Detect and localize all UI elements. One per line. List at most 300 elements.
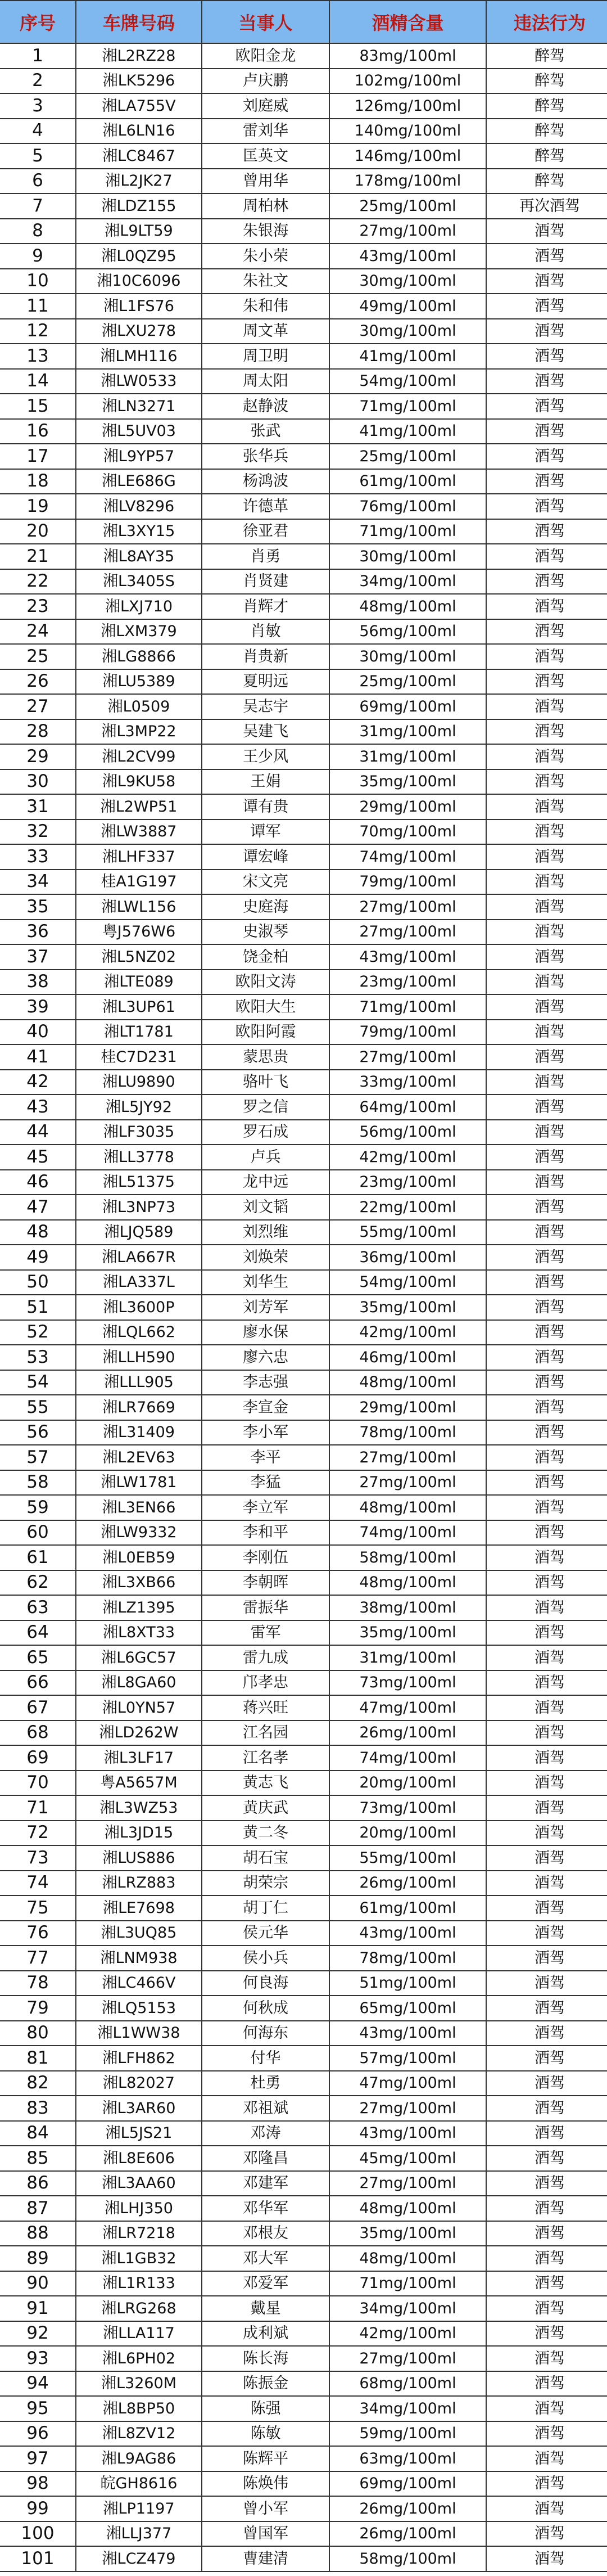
serial-number-cell: 27 [0, 694, 76, 719]
serial-number-cell: 77 [0, 1945, 76, 1971]
serial-number-cell: 64 [0, 1620, 76, 1646]
party-cell: 陈振金 [202, 2371, 329, 2397]
table-header [0, 1, 607, 43]
table-row [0, 870, 607, 895]
plate-number-cell: 湘L3XB66 [76, 1570, 202, 1596]
table-row [0, 319, 607, 344]
serial-number-cell: 23 [0, 594, 76, 619]
party-cell: 曾用华 [202, 169, 329, 194]
violation-cell: 酒驾 [486, 1971, 607, 1996]
plate-number-cell: 湘LUS886 [76, 1845, 202, 1871]
plate-number-cell: 湘LNM938 [76, 1945, 202, 1971]
party-cell: 雷刘华 [202, 119, 329, 144]
serial-number-cell: 8 [0, 219, 76, 244]
plate-number-cell: 湘LE686G [76, 469, 202, 494]
party-cell: 周文革 [202, 319, 329, 344]
party-cell: 侯元华 [202, 1921, 329, 1946]
table-row [0, 1695, 607, 1721]
plate-number-cell: 湘L3UQ85 [76, 1921, 202, 1946]
plate-number-cell: 湘LA337L [76, 1270, 202, 1295]
plate-number-cell: 湘LFH862 [76, 2046, 202, 2071]
table-row [0, 2146, 607, 2171]
plate-number-cell: 湘L0EB59 [76, 1545, 202, 1570]
table-row [0, 1445, 607, 1470]
serial-number-cell: 14 [0, 369, 76, 394]
party-cell: 吴建飞 [202, 719, 329, 745]
table-row [0, 1670, 607, 1696]
header-party: 当事人 [202, 1, 329, 43]
violation-cell: 酒驾 [486, 1645, 607, 1670]
serial-number-cell: 67 [0, 1695, 76, 1721]
plate-number-cell: 湘10C6096 [76, 269, 202, 294]
party-cell: 张武 [202, 419, 329, 444]
alcohol-content-cell: 22mg/100ml [329, 1195, 486, 1220]
table-row [0, 269, 607, 294]
violation-cell: 再次酒驾 [486, 193, 607, 219]
alcohol-content-cell: 146mg/100ml [329, 143, 486, 169]
serial-number-cell: 90 [0, 2271, 76, 2296]
serial-number-cell: 6 [0, 169, 76, 194]
alcohol-content-cell: 63mg/100ml [329, 2446, 486, 2471]
alcohol-content-cell: 20mg/100ml [329, 1771, 486, 1796]
serial-number-cell: 85 [0, 2146, 76, 2171]
table-row [0, 244, 607, 269]
table-row [0, 2271, 607, 2296]
plate-number-cell: 湘LQL662 [76, 1320, 202, 1345]
party-cell: 刘庭威 [202, 93, 329, 119]
table-row [0, 2346, 607, 2371]
violation-cell: 酒驾 [486, 719, 607, 745]
table-row [0, 1020, 607, 1045]
serial-number-cell: 94 [0, 2371, 76, 2397]
violation-cell: 酒驾 [486, 1520, 607, 1546]
alcohol-content-cell: 23mg/100ml [329, 970, 486, 995]
serial-number-cell: 69 [0, 1745, 76, 1771]
plate-number-cell: 湘L8AY35 [76, 544, 202, 569]
alcohol-content-cell: 73mg/100ml [329, 1795, 486, 1821]
party-cell: 欧阳金龙 [202, 43, 329, 69]
party-cell: 肖辉才 [202, 594, 329, 619]
serial-number-cell: 46 [0, 1170, 76, 1195]
violation-cell: 酒驾 [486, 1095, 607, 1120]
party-cell: 朱银海 [202, 219, 329, 244]
plate-number-cell: 湘L3WZ53 [76, 1795, 202, 1821]
table-row [0, 2321, 607, 2347]
serial-number-cell: 60 [0, 1520, 76, 1546]
violation-cell: 酒驾 [486, 519, 607, 544]
alcohol-content-cell: 36mg/100ml [329, 1245, 486, 1270]
party-cell: 吴志宇 [202, 694, 329, 719]
alcohol-content-cell: 31mg/100ml [329, 1645, 486, 1670]
party-cell: 何秋成 [202, 1996, 329, 2021]
alcohol-content-cell: 41mg/100ml [329, 344, 486, 369]
alcohol-content-cell: 58mg/100ml [329, 2546, 486, 2572]
violation-cell: 酒驾 [486, 544, 607, 569]
plate-number-cell: 湘L6GC57 [76, 1645, 202, 1670]
alcohol-content-cell: 61mg/100ml [329, 1895, 486, 1921]
serial-number-cell: 65 [0, 1645, 76, 1670]
serial-number-cell: 80 [0, 2021, 76, 2046]
plate-number-cell: 湘L51375 [76, 1170, 202, 1195]
party-cell: 杨鸿波 [202, 469, 329, 494]
party-cell: 何海东 [202, 2021, 329, 2046]
party-cell: 李立军 [202, 1495, 329, 1520]
party-cell: 卢兵 [202, 1145, 329, 1170]
party-cell: 付华 [202, 2046, 329, 2071]
plate-number-cell: 湘L8E606 [76, 2146, 202, 2171]
table-row [0, 2521, 607, 2547]
party-cell: 李朝晖 [202, 1570, 329, 1596]
alcohol-content-cell: 35mg/100ml [329, 1295, 486, 1320]
party-cell: 陈强 [202, 2396, 329, 2421]
plate-number-cell: 桂A1G197 [76, 870, 202, 895]
party-cell: 廖水保 [202, 1320, 329, 1345]
violation-cell: 酒驾 [486, 2471, 607, 2497]
table-row [0, 1595, 607, 1620]
table-row [0, 1771, 607, 1796]
alcohol-content-cell: 57mg/100ml [329, 2046, 486, 2071]
party-cell: 刘华生 [202, 1270, 329, 1295]
party-cell: 邓爱军 [202, 2271, 329, 2296]
violation-cell: 酒驾 [486, 419, 607, 444]
violation-cell: 酒驾 [486, 444, 607, 469]
alcohol-content-cell: 74mg/100ml [329, 1520, 486, 1546]
alcohol-content-cell: 59mg/100ml [329, 2421, 486, 2447]
alcohol-content-cell: 61mg/100ml [329, 469, 486, 494]
table-row [0, 1971, 607, 1996]
violation-cell: 酒驾 [486, 1771, 607, 1796]
alcohol-content-cell: 23mg/100ml [329, 1170, 486, 1195]
alcohol-content-cell: 68mg/100ml [329, 2371, 486, 2397]
alcohol-content-cell: 43mg/100ml [329, 944, 486, 970]
table-row [0, 43, 607, 69]
violation-cell: 酒驾 [486, 1921, 607, 1946]
plate-number-cell: 湘L5UV03 [76, 419, 202, 444]
alcohol-content-cell: 47mg/100ml [329, 2071, 486, 2096]
party-cell: 邓建军 [202, 2171, 329, 2196]
plate-number-cell: 湘LF3035 [76, 1120, 202, 1145]
alcohol-content-cell: 79mg/100ml [329, 1020, 486, 1045]
party-cell: 王娟 [202, 769, 329, 795]
plate-number-cell: 湘LD262W [76, 1721, 202, 1746]
violation-cell: 酒驾 [486, 1295, 607, 1320]
alcohol-content-cell: 27mg/100ml [329, 2096, 486, 2121]
serial-number-cell: 79 [0, 1996, 76, 2021]
party-cell: 朱小荣 [202, 244, 329, 269]
serial-number-cell: 52 [0, 1320, 76, 1345]
serial-number-cell: 35 [0, 894, 76, 920]
alcohol-content-cell: 26mg/100ml [329, 2496, 486, 2521]
party-cell: 刘文韬 [202, 1195, 329, 1220]
alcohol-content-cell: 43mg/100ml [329, 1921, 486, 1946]
serial-number-cell: 15 [0, 394, 76, 419]
table-row [0, 469, 607, 494]
violation-cell: 酒驾 [486, 269, 607, 294]
serial-number-cell: 57 [0, 1445, 76, 1470]
party-cell: 雷九成 [202, 1645, 329, 1670]
alcohol-content-cell: 69mg/100ml [329, 2471, 486, 2497]
serial-number-cell: 68 [0, 1721, 76, 1746]
table-row [0, 1295, 607, 1320]
alcohol-content-cell: 42mg/100ml [329, 1320, 486, 1345]
alcohol-content-cell: 71mg/100ml [329, 519, 486, 544]
alcohol-content-cell: 25mg/100ml [329, 193, 486, 219]
violation-cell: 酒驾 [486, 1044, 607, 1070]
table-row [0, 2371, 607, 2397]
violation-cell: 酒驾 [486, 944, 607, 970]
serial-number-cell: 33 [0, 844, 76, 870]
alcohol-content-cell: 26mg/100ml [329, 2521, 486, 2547]
violation-cell: 酒驾 [486, 1420, 607, 1445]
plate-number-cell: 湘LQ5153 [76, 1996, 202, 2021]
table-row [0, 569, 607, 595]
violation-cell: 酒驾 [486, 219, 607, 244]
serial-number-cell: 81 [0, 2046, 76, 2071]
table-row [0, 1320, 607, 1345]
party-cell: 邓祖斌 [202, 2096, 329, 2121]
table-row [0, 1921, 607, 1946]
party-cell: 蒙思贵 [202, 1044, 329, 1070]
party-cell: 李志强 [202, 1370, 329, 1395]
plate-number-cell: 湘LA667R [76, 1245, 202, 1270]
serial-number-cell: 76 [0, 1921, 76, 1946]
party-cell: 胡石宝 [202, 1845, 329, 1871]
serial-number-cell: 5 [0, 143, 76, 169]
serial-number-cell: 88 [0, 2221, 76, 2246]
serial-number-cell: 10 [0, 269, 76, 294]
party-cell: 杜勇 [202, 2071, 329, 2096]
party-cell: 周太阳 [202, 369, 329, 394]
table-row [0, 544, 607, 569]
serial-number-cell: 78 [0, 1971, 76, 1996]
serial-number-cell: 87 [0, 2196, 76, 2221]
violation-cell: 酒驾 [486, 1220, 607, 1245]
party-cell: 肖勇 [202, 544, 329, 569]
violation-cell: 酒驾 [486, 2321, 607, 2347]
serial-number-cell: 56 [0, 1420, 76, 1445]
serial-number-cell: 93 [0, 2346, 76, 2371]
plate-number-cell: 湘L3NP73 [76, 1195, 202, 1220]
alcohol-content-cell: 56mg/100ml [329, 619, 486, 645]
plate-number-cell: 湘L1FS76 [76, 294, 202, 319]
alcohol-content-cell: 30mg/100ml [329, 319, 486, 344]
party-cell: 谭军 [202, 819, 329, 845]
serial-number-cell: 100 [0, 2521, 76, 2547]
violation-cell: 酒驾 [486, 1320, 607, 1345]
violation-cell: 酒驾 [486, 920, 607, 945]
plate-number-cell: 湘LMH116 [76, 344, 202, 369]
table-row [0, 2496, 607, 2521]
alcohol-content-cell: 49mg/100ml [329, 294, 486, 319]
violation-cell: 酒驾 [486, 1795, 607, 1821]
alcohol-content-cell: 45mg/100ml [329, 2146, 486, 2171]
party-cell: 黄二冬 [202, 1821, 329, 1846]
party-cell: 罗石成 [202, 1120, 329, 1145]
violation-cell: 酒驾 [486, 2046, 607, 2071]
plate-number-cell: 湘L3LF17 [76, 1745, 202, 1771]
table-row [0, 1470, 607, 1496]
violation-cell: 酒驾 [486, 1370, 607, 1395]
table-row [0, 444, 607, 469]
violation-cell: 酒驾 [486, 1395, 607, 1420]
table-row [0, 2396, 607, 2421]
violation-cell: 酒驾 [486, 1620, 607, 1646]
alcohol-content-cell: 26mg/100ml [329, 1871, 486, 1896]
alcohol-content-cell: 55mg/100ml [329, 1845, 486, 1871]
violation-cell: 酒驾 [486, 1470, 607, 1496]
party-cell: 胡丁仁 [202, 1895, 329, 1921]
plate-number-cell: 湘L82027 [76, 2071, 202, 2096]
table-row [0, 2021, 607, 2046]
plate-number-cell: 湘L6PH02 [76, 2346, 202, 2371]
plate-number-cell: 湘L5JY92 [76, 1095, 202, 1120]
serial-number-cell: 22 [0, 569, 76, 595]
violation-cell: 酒驾 [486, 870, 607, 895]
alcohol-content-cell: 43mg/100ml [329, 2121, 486, 2146]
table-row [0, 369, 607, 394]
serial-number-cell: 21 [0, 544, 76, 569]
violation-cell: 酒驾 [486, 1020, 607, 1045]
serial-number-cell: 62 [0, 1570, 76, 1596]
table-row [0, 1945, 607, 1971]
plate-number-cell: 湘L0509 [76, 694, 202, 719]
alcohol-content-cell: 35mg/100ml [329, 2221, 486, 2246]
violation-cell: 酒驾 [486, 2146, 607, 2171]
table-row [0, 519, 607, 544]
party-cell: 龙中远 [202, 1170, 329, 1195]
table-row [0, 344, 607, 369]
alcohol-content-cell: 56mg/100ml [329, 1120, 486, 1145]
violation-cell: 酒驾 [486, 2171, 607, 2196]
alcohol-content-cell: 29mg/100ml [329, 1395, 486, 1420]
alcohol-content-cell: 34mg/100ml [329, 569, 486, 595]
plate-number-cell: 湘LTE089 [76, 970, 202, 995]
alcohol-content-cell: 51mg/100ml [329, 1971, 486, 1996]
serial-number-cell: 71 [0, 1795, 76, 1821]
plate-number-cell: 湘L8BP50 [76, 2396, 202, 2421]
alcohol-content-cell: 70mg/100ml [329, 819, 486, 845]
serial-number-cell: 55 [0, 1395, 76, 1420]
table-row [0, 1095, 607, 1120]
serial-number-cell: 29 [0, 744, 76, 769]
violation-cell: 酒驾 [486, 2496, 607, 2521]
violation-cell: 酒驾 [486, 644, 607, 669]
party-cell: 刘芳军 [202, 1295, 329, 1320]
plate-number-cell: 湘LZ1395 [76, 1595, 202, 1620]
plate-number-cell: 湘LHJ350 [76, 2196, 202, 2221]
violation-cell: 酒驾 [486, 319, 607, 344]
serial-number-cell: 25 [0, 644, 76, 669]
party-cell: 罗之信 [202, 1095, 329, 1120]
party-cell: 欧阳文涛 [202, 970, 329, 995]
party-cell: 黄庆武 [202, 1795, 329, 1821]
serial-number-cell: 61 [0, 1545, 76, 1570]
plate-number-cell: 湘L3XY15 [76, 519, 202, 544]
table-row [0, 2296, 607, 2321]
party-cell: 雷振华 [202, 1595, 329, 1620]
violation-cell: 醉驾 [486, 43, 607, 69]
alcohol-content-cell: 64mg/100ml [329, 1095, 486, 1120]
party-cell: 李小军 [202, 1420, 329, 1445]
plate-number-cell: 湘LCZ479 [76, 2546, 202, 2572]
serial-number-cell: 37 [0, 944, 76, 970]
alcohol-content-cell: 46mg/100ml [329, 1345, 486, 1370]
alcohol-content-cell: 25mg/100ml [329, 444, 486, 469]
alcohol-content-cell: 58mg/100ml [329, 1545, 486, 1570]
table-row [0, 419, 607, 444]
plate-number-cell: 湘LWL156 [76, 894, 202, 920]
plate-number-cell: 湘L3AR60 [76, 2096, 202, 2121]
violation-cell: 酒驾 [486, 2446, 607, 2471]
serial-number-cell: 96 [0, 2421, 76, 2447]
party-cell: 欧阳阿霞 [202, 1020, 329, 1045]
serial-number-cell: 95 [0, 2396, 76, 2421]
alcohol-content-cell: 43mg/100ml [329, 244, 486, 269]
serial-number-cell: 38 [0, 970, 76, 995]
plate-number-cell: 湘LG8866 [76, 644, 202, 669]
serial-number-cell: 39 [0, 994, 76, 1020]
violation-cell: 酒驾 [486, 1070, 607, 1095]
header-plate-number: 车牌号码 [76, 1, 202, 43]
plate-number-cell: 湘LXJ710 [76, 594, 202, 619]
table-row [0, 694, 607, 719]
alcohol-content-cell: 71mg/100ml [329, 994, 486, 1020]
serial-number-cell: 26 [0, 669, 76, 695]
table-row [0, 119, 607, 144]
alcohol-content-cell: 26mg/100ml [329, 1721, 486, 1746]
violation-cell: 酒驾 [486, 2346, 607, 2371]
table-row [0, 1620, 607, 1646]
party-cell: 宋文亮 [202, 870, 329, 895]
violation-cell: 酒驾 [486, 1270, 607, 1295]
violation-cell: 酒驾 [486, 494, 607, 519]
table-row [0, 1996, 607, 2021]
violation-cell: 酒驾 [486, 1695, 607, 1721]
alcohol-content-cell: 33mg/100ml [329, 1070, 486, 1095]
party-cell: 邓涛 [202, 2121, 329, 2146]
plate-number-cell: 湘L9YP57 [76, 444, 202, 469]
plate-number-cell: 湘LE7698 [76, 1895, 202, 1921]
alcohol-content-cell: 42mg/100ml [329, 2321, 486, 2347]
serial-number-cell: 13 [0, 344, 76, 369]
alcohol-content-cell: 47mg/100ml [329, 1695, 486, 1721]
serial-number-cell: 20 [0, 519, 76, 544]
alcohol-content-cell: 30mg/100ml [329, 269, 486, 294]
alcohol-content-cell: 83mg/100ml [329, 43, 486, 69]
plate-number-cell: 湘LRZ883 [76, 1871, 202, 1896]
violation-cell: 酒驾 [486, 2296, 607, 2321]
table-row [0, 1120, 607, 1145]
plate-number-cell: 湘LRG268 [76, 2296, 202, 2321]
plate-number-cell: 湘L3405S [76, 569, 202, 595]
party-cell: 雷军 [202, 1620, 329, 1646]
party-cell: 何良海 [202, 1971, 329, 1996]
serial-number-cell: 42 [0, 1070, 76, 1095]
serial-number-cell: 44 [0, 1120, 76, 1145]
party-cell: 肖敏 [202, 619, 329, 645]
serial-number-cell: 98 [0, 2471, 76, 2497]
violation-cell: 酒驾 [486, 2196, 607, 2221]
party-cell: 胡荣宗 [202, 1871, 329, 1896]
header-violation: 违法行为 [486, 1, 607, 43]
plate-number-cell: 湘L9AG86 [76, 2446, 202, 2471]
violation-cell: 酒驾 [486, 2121, 607, 2146]
violation-cell: 酒驾 [486, 2521, 607, 2547]
violation-cell: 酒驾 [486, 1821, 607, 1846]
alcohol-content-cell: 65mg/100ml [329, 1996, 486, 2021]
table-row [0, 2096, 607, 2121]
alcohol-content-cell: 27mg/100ml [329, 219, 486, 244]
